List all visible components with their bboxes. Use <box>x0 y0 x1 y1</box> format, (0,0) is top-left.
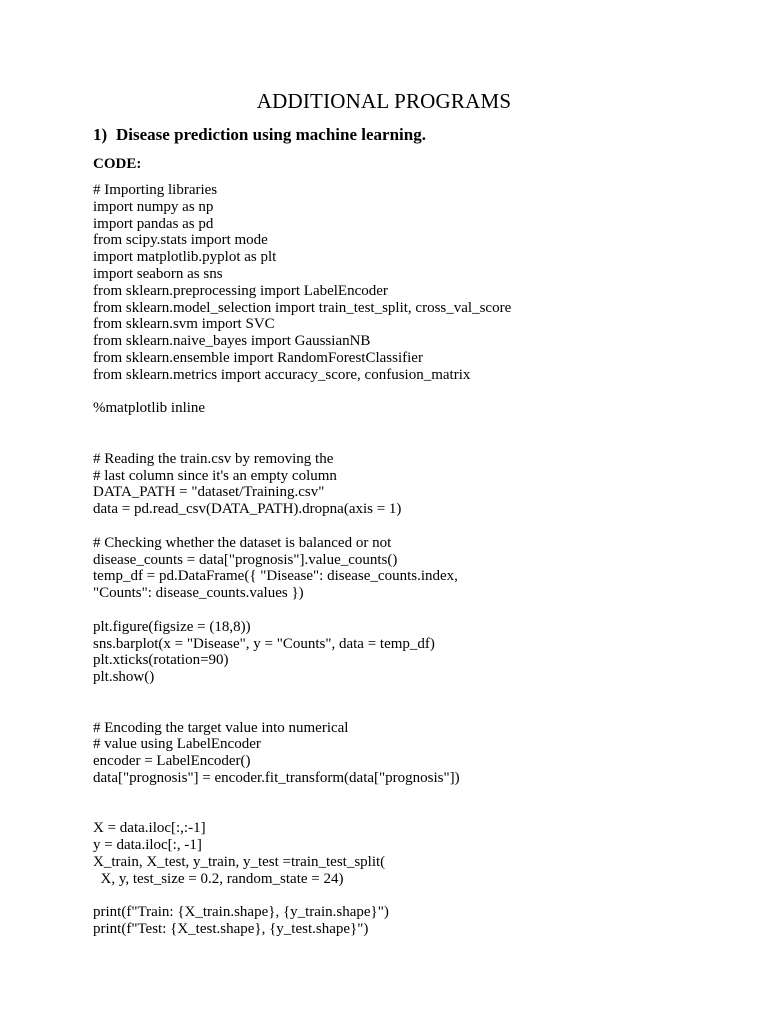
code-line <box>93 417 753 434</box>
code-line: "Counts": disease_counts.values }) <box>93 585 304 602</box>
code-line: print(f"Test: {X_test.shape}, {y_test.shape}") <box>93 921 369 938</box>
code-line: from sklearn.model_selection import train_test_split, cross_val_score <box>93 299 512 316</box>
code-block <box>93 182 753 938</box>
code-line: plt.xticks(rotation=90) <box>93 652 229 669</box>
code-line <box>93 703 753 720</box>
code-line <box>93 686 753 703</box>
code-line: DATA_PATH = "dataset/Training.csv" <box>93 484 325 501</box>
code-line: from sklearn.svm import SVC <box>93 316 275 333</box>
code-line: # Encoding the target value into numerical <box>93 719 349 736</box>
code-line: plt.show() <box>93 669 155 686</box>
code-line: # value using LabelEncoder <box>93 736 261 753</box>
code-line: import seaborn as sns <box>93 265 223 282</box>
document-title: ADDITIONAL PROGRAMS <box>256 89 512 113</box>
section-heading-text: Disease prediction using machine learning. <box>116 125 426 144</box>
code-line: import numpy as np <box>93 198 214 215</box>
code-line <box>93 434 753 451</box>
code-line: plt.figure(figsize = (18,8)) <box>93 618 251 635</box>
code-line: from sklearn.preprocessing import LabelEncoder <box>93 282 388 299</box>
code-line: from sklearn.metrics import accuracy_score, confusion_matrix <box>93 366 471 383</box>
code-line: from sklearn.naive_bayes import GaussianNB <box>93 333 371 350</box>
code-line: encoder = LabelEncoder() <box>93 753 251 770</box>
code-line: disease_counts = data["prognosis"].value_counts() <box>93 551 398 568</box>
code-line: X = data.iloc[:,:-1] <box>93 820 206 837</box>
code-line: y = data.iloc[:, -1] <box>93 837 202 854</box>
code-line <box>93 602 753 619</box>
code-line: print(f"Train: {X_train.shape}, {y_train.shape}") <box>93 904 389 921</box>
code-line: # Checking whether the dataset is balanced or not <box>93 534 392 551</box>
code-line <box>93 518 753 535</box>
code-line <box>93 887 753 904</box>
code-line: # Importing libraries <box>93 182 218 198</box>
code-line: data = pd.read_csv(DATA_PATH).dropna(axis = 1) <box>93 501 402 518</box>
code-line <box>93 803 753 820</box>
section-number: 1) <box>93 125 108 144</box>
code-line: X, y, test_size = 0.2, random_state = 24) <box>93 870 344 887</box>
code-line: sns.barplot(x = "Disease", y = "Counts", data = temp_df) <box>93 635 435 652</box>
code-line: data["prognosis"] = encoder.fit_transform(data["prognosis"]) <box>93 769 460 786</box>
code-line: import pandas as pd <box>93 215 214 232</box>
code-line: temp_df = pd.DataFrame({ "Disease": disease_counts.index, <box>93 568 458 585</box>
code-line: # last column since it's an empty column <box>93 467 337 484</box>
code-line: %matplotlib inline <box>93 400 206 417</box>
code-line: from sklearn.ensemble import RandomForestClassifier <box>93 349 423 366</box>
code-line: from scipy.stats import mode <box>93 232 268 249</box>
code-line <box>93 787 753 804</box>
code-line <box>93 384 753 401</box>
code-line: # Reading the train.csv by removing the <box>93 450 334 467</box>
section-heading <box>93 124 426 146</box>
code-line: import matplotlib.pyplot as plt <box>93 249 277 266</box>
code-line: X_train, X_test, y_train, y_test =train_test_split( <box>93 853 386 870</box>
code-label: CODE: <box>93 156 142 172</box>
